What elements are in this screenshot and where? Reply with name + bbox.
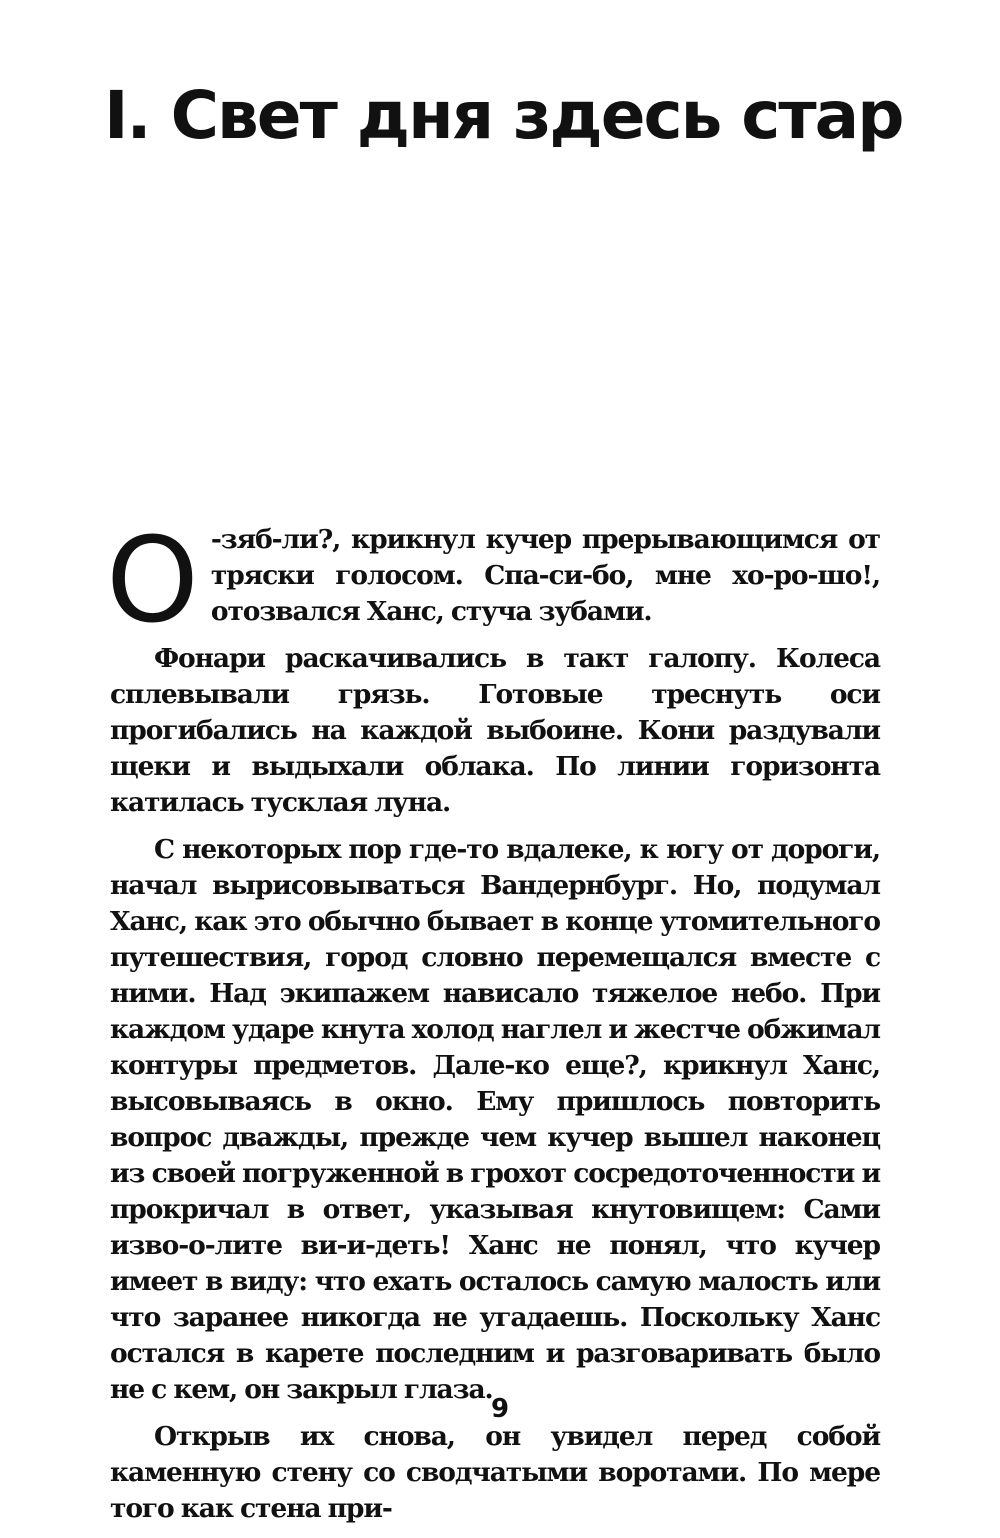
paragraph-4: Открыв их снова, он увидел перед собой каменную стену со сводчатыми воротами. По мере того как стена при- (110, 1421, 880, 1524)
drop-cap: О (106, 511, 199, 649)
paragraph-1-text: -зяб-ли?, крикнул кучер прерывающимся от тряски голосом. Спа-си-бо, мне хо-ро-шо!, отозвался Ханс, стуча зубами. (210, 524, 880, 627)
paragraph-3: С некоторых пор где-то вдалеке, к югу от дороги, начал вырисовываться Вандернбург. Но, подумал Ханс, как это обычно бывает в конце утомительного путешествия, город словно перемещался вместе с ними. Над экипажем нависало тяжелое небо. При каждом ударе кнута холод наглел и жестче обжимал контуры предметов. Дале-ко еще?, крикнул Ханс, высовываясь в окно. Ему пришлось повторить вопрос дважды, прежде чем кучер вышел наконец из своей погруженной в грохот сосредоточенности и прокричал в ответ, указывая кнутовищем: Сами изво-о-лите ви-и-деть! Ханс не понял, что кучер имеет в виду: что ехать осталось самую малость или что заранее никогда не угадаешь. Поскольку Ханс остался в карете последним и разговаривать было не с кем, он закрыл глаза. (110, 834, 880, 1405)
body-text (106, 511, 880, 1538)
page-number: 9 (490, 1394, 510, 1424)
paragraph-2: Фонари раскачивались в такт галопу. Колеса сплевывали грязь. Готовые треснуть оси прогибались на каждой выбоине. Кони раздували щеки и выдыхали облака. По линии горизонта катилась тусклая луна. (110, 643, 880, 818)
chapter-title: I. Свет дня здесь стар (104, 77, 903, 154)
paragraph-1 (106, 511, 880, 649)
